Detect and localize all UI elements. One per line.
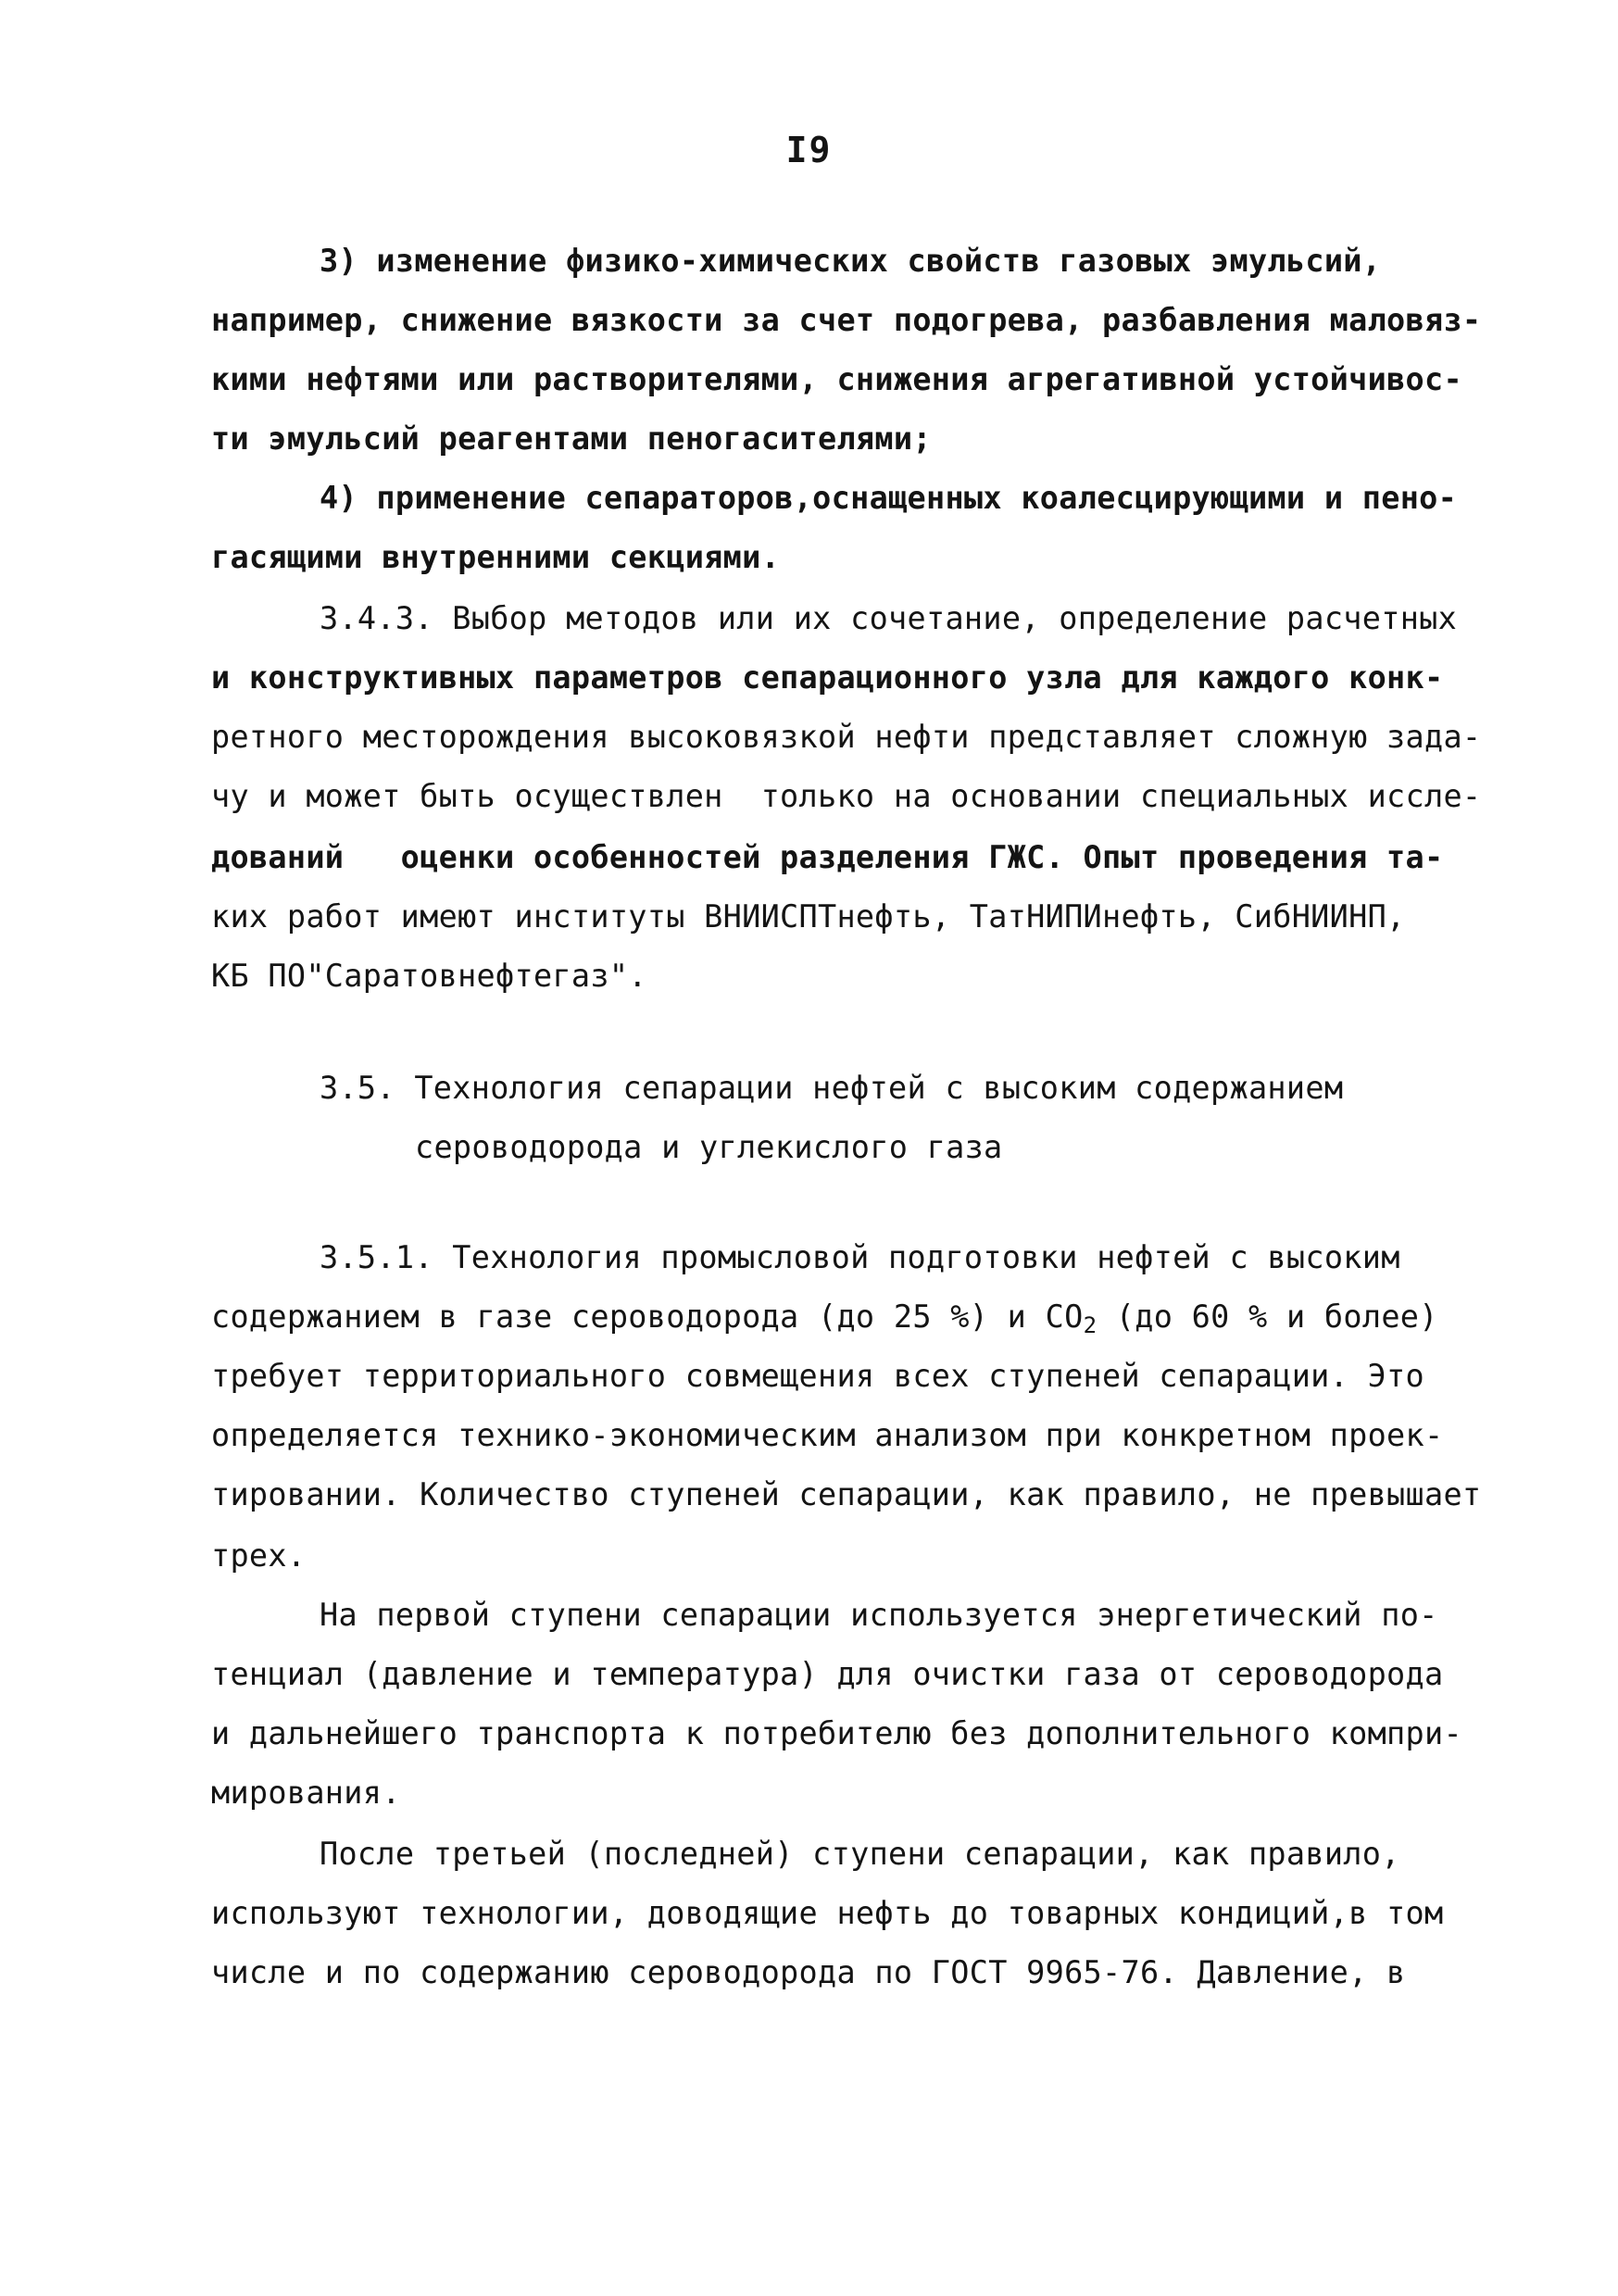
text-line: 3) изменение физико-химических свойств газовых эмульсий, [320, 243, 1382, 279]
text-line: гасящими внутренними секциями. [211, 539, 781, 575]
text-line: определяется технико-экономическим анализом при конкретном проек- [211, 1417, 1444, 1453]
text-line: трех. [211, 1537, 307, 1574]
text-line-with-formula [211, 1299, 1438, 1344]
text-line: КБ ПО"Саратовнефтегаз". [211, 958, 647, 994]
text-line: мирования. [211, 1775, 401, 1811]
text-fragment: (до 60 % и более) [1097, 1299, 1438, 1335]
text-line: и конструктивных параметров сепарационного узла для каждого конк- [211, 659, 1444, 696]
text-line: 3.5.1. Технология промысловой подготовки нефтей с высоким [320, 1239, 1400, 1275]
text-line: дований оценки особенностей разделения ГЖС. Опыт проведения та- [211, 839, 1444, 875]
text-line: 4) применение сепараторов,оснащенных коалесцирующими и пено- [320, 480, 1458, 516]
text-line: ретного месторождения высоковязкой нефти представляет сложную зада- [211, 719, 1482, 755]
text-line: После третьей (последней) ступени сепарации, как правило, [320, 1836, 1400, 1872]
text-line: тенциал (давление и температура) для очистки газа от сероводорода [211, 1656, 1444, 1692]
subscript: 2 [1083, 1312, 1097, 1338]
text-line: На первой ступени сепарации используется энергетический по- [320, 1597, 1438, 1633]
section-heading: 3.5. Технология сепарации нефтей с высоким содержанием [320, 1070, 1344, 1106]
text-line: и дальнейшего транспорта к потребителю без дополнительного компри- [211, 1715, 1462, 1751]
text-line: кими нефтями или растворителями, снижения агрегативной устойчивос- [211, 361, 1462, 397]
text-line: ти эмульсий реагентами пеногасителями; [211, 420, 932, 457]
text-line: числе и по содержанию сероводорода по ГОСТ 9965-76. Давление, в [211, 1954, 1406, 1990]
text-fragment: содержанием в газе сероводорода (до 25 %) и СО [211, 1299, 1084, 1335]
section-heading-continuation: сероводорода и углекислого газа [415, 1129, 1003, 1165]
text-line: тировании. Количество ступеней сепарации, как правило, не превышает [211, 1476, 1482, 1512]
text-line: ких работ имеют институты ВНИИСПТнефть, ТатНИПИнефть, СибНИИНП, [211, 898, 1406, 935]
page-number: I9 [785, 130, 833, 170]
text-line: используют технологии, доводящие нефть до товарных кондиций,в том [211, 1895, 1444, 1931]
text-line: 3.4.3. Выбор методов или их сочетание, определение расчетных [320, 600, 1458, 636]
text-line: чу и может быть осуществлен только на основании специальных иссле- [211, 778, 1482, 814]
text-line: например, снижение вязкости за счет подогрева, разбавления маловяз- [211, 302, 1482, 338]
text-line: требует территориального совмещения всех ступеней сепарации. Это [211, 1358, 1424, 1394]
